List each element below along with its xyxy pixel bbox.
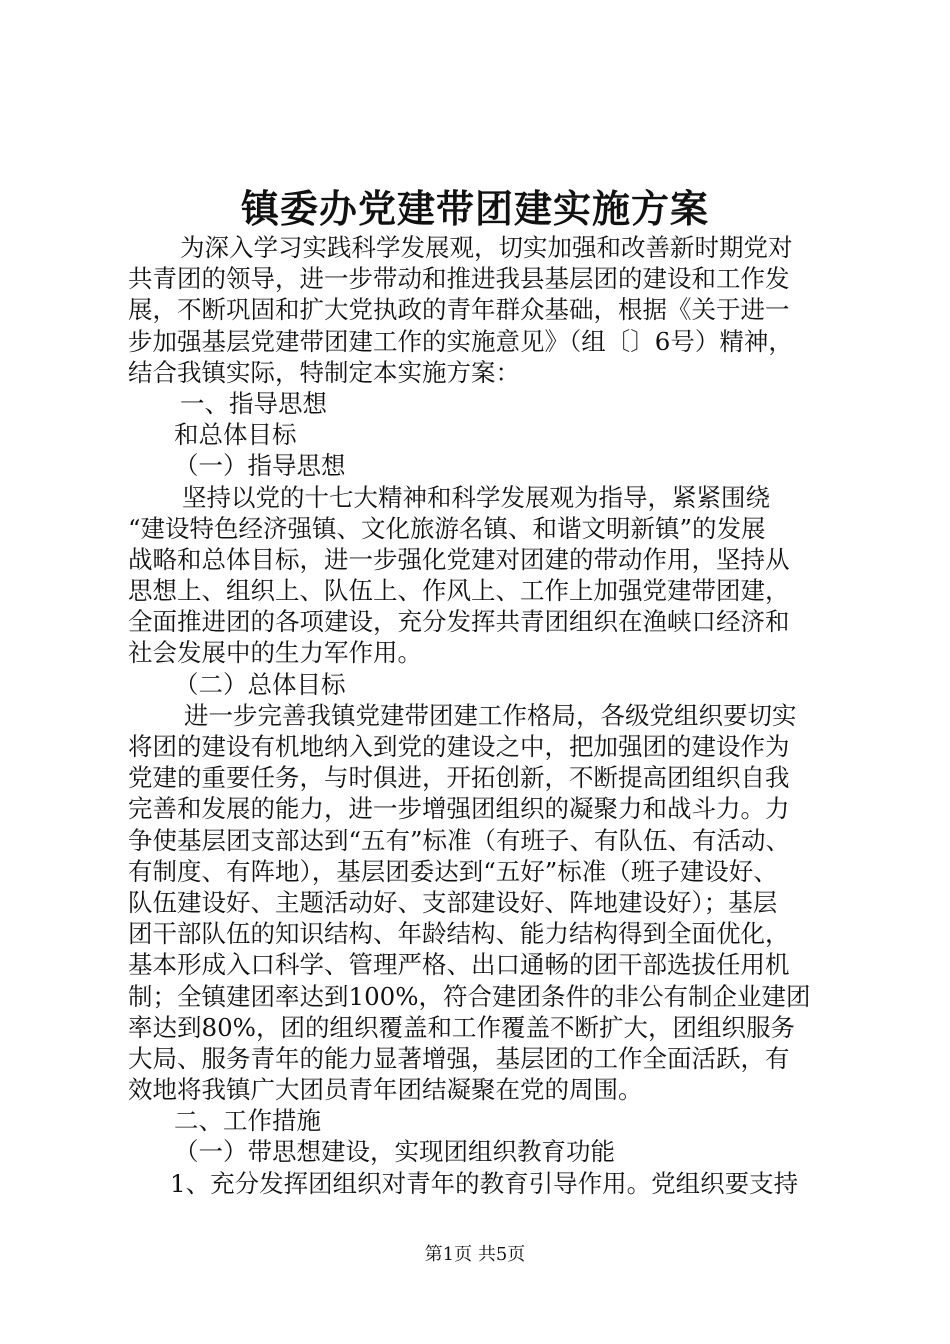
paragraph-line: 坚持以党的十七大精神和科学发展观为指导，紧紧围绕 (182, 482, 770, 512)
paragraph-line: 率达到80%，团的组织覆盖和工作覆盖不断扩大，团组织服务 (128, 1012, 795, 1042)
subsection-heading: （一）指导思想 (174, 451, 346, 481)
document-title: 镇委办党建带团建实施方案 (240, 186, 709, 231)
paragraph-line: 结合我镇实际，特制定本实施方案： (128, 357, 520, 387)
document-body (128, 232, 828, 1199)
subsection-heading: （一）带思想建设，实现团组织教育功能 (174, 1137, 615, 1167)
subsection-heading: （二）总体目标 (174, 669, 346, 699)
paragraph-line: 队伍建设好、主题活动好、支部建设好、阵地建设好）；基层 (128, 887, 778, 917)
paragraph-line: 争使基层团支部达到“五有”标准（有班子、有队伍、有活动、 (128, 825, 791, 855)
paragraph-line: 1、充分发挥团组织对青年的教育引导作用。党组织要支持 (170, 1168, 799, 1198)
paragraph-line: 有制度、有阵地），基层团委达到“五好”标准（班子建设好、 (128, 856, 778, 886)
paragraph-line: 进一步完善我镇党建带团建工作格局，各级党组织要切实 (184, 700, 797, 730)
paragraph-line: 制；全镇建团率达到100%，符合建团条件的非公有制企业建团 (128, 981, 811, 1011)
paragraph-line: 党建的重要任务，与时俱进，开拓创新，不断提高团组织自我 (128, 763, 790, 793)
page-footer: 第1页 共5页 (424, 1244, 526, 1265)
paragraph-line: 共青团的领导，进一步带动和推进我县基层团的建设和工作发 (128, 264, 790, 294)
paragraph-line: 战略和总体目标，进一步强化党建对团建的带动作用，坚持从 (128, 544, 790, 574)
paragraph-line: 全面推进团的各项建设，充分发挥共青团组织在渔峡口经济和 (128, 607, 790, 637)
paragraph-line: 将团的建设有机地纳入到党的建设之中，把加强团的建设作为 (128, 732, 790, 761)
paragraph-line: “建设特色经济强镇、文化旅游名镇、和谐文明新镇”的发展 (128, 513, 766, 543)
section-heading: 二、工作措施 (174, 1106, 321, 1136)
section-heading: 一、指导思想 (180, 388, 327, 418)
paragraph-line: 社会发展中的生力军作用。 (128, 638, 422, 668)
section-heading: 和总体目标 (174, 420, 297, 450)
paragraph-line: 完善和发展的能力，进一步增强团组织的凝聚力和战斗力。力 (128, 794, 790, 824)
paragraph-line: 效地将我镇广大团员青年团结凝聚在党的周围。 (128, 1075, 643, 1105)
paragraph-line: 步加强基层党建带团建工作的实施意见》（组〔〕6号）精神， (128, 326, 793, 356)
paragraph-line: 思想上、组织上、队伍上、作风上、工作上加强党建带团建， (128, 576, 790, 606)
paragraph-line: 基本形成入口科学、管理严格、出口通畅的团干部选拔任用机 (128, 950, 790, 980)
paragraph-line: 大局、服务青年的能力显著增强，基层团的工作全面活跃，有 (128, 1043, 790, 1073)
paragraph-line: 团干部队伍的知识结构、年龄结构、能力结构得到全面优化， (128, 919, 790, 949)
paragraph-line: 为深入学习实践科学发展观，切实加强和改善新时期党对 (180, 233, 793, 262)
paragraph-line: 展，不断巩固和扩大党执政的青年群众基础，根据《关于进一 (128, 295, 790, 325)
